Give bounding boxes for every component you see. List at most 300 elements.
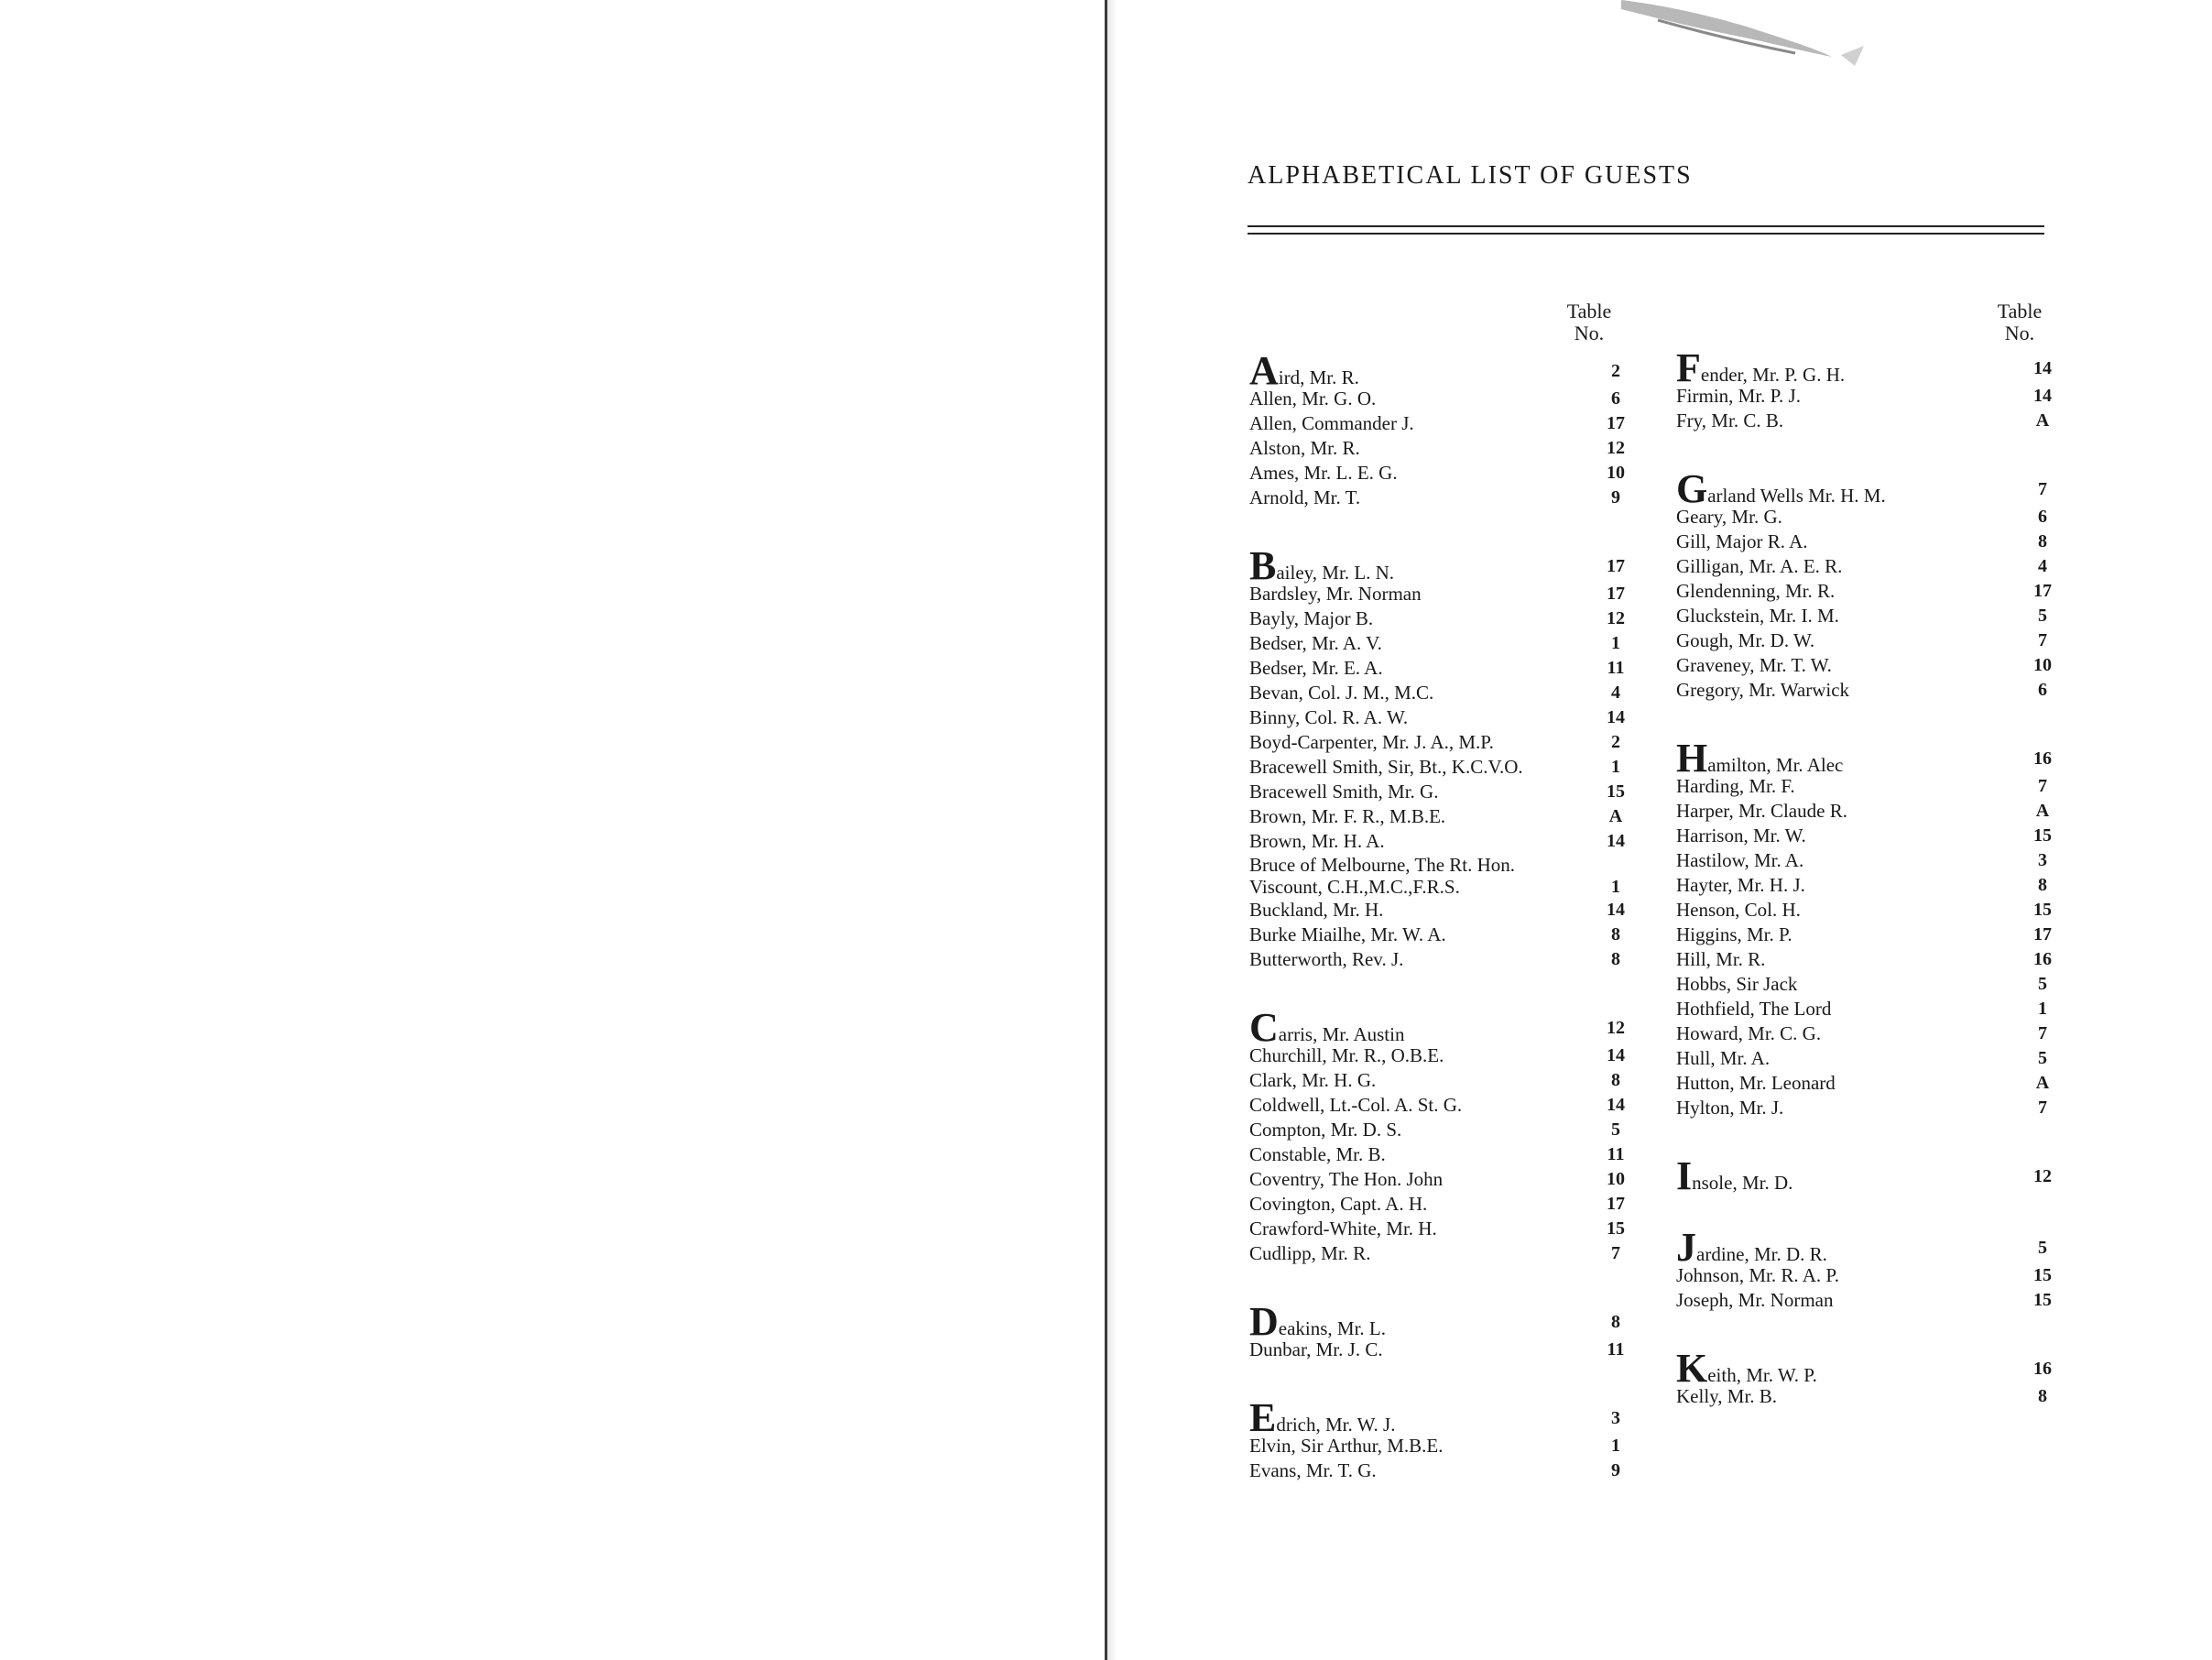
table-no-header-right: Table No.	[1997, 300, 2043, 344]
guest-name	[1249, 1167, 1443, 1192]
table-number: 17	[1607, 413, 1625, 433]
guest-name-text: Hayter, Mr. H. J.	[1676, 874, 1805, 896]
table-number: 8	[2038, 875, 2047, 895]
guest-name-text: Geary, Mr. G.	[1676, 506, 1782, 528]
guest-name-text: arris, Mr. Austin	[1278, 1023, 1405, 1045]
guest-entry	[1676, 1288, 2052, 1313]
guest-entry	[1676, 972, 2047, 997]
guest-entry	[1676, 409, 2050, 433]
table-number: 8	[2038, 1386, 2047, 1406]
table-number: 12	[1607, 608, 1625, 628]
title-rule-bottom	[1248, 233, 2044, 235]
guest-entry	[1249, 1299, 1620, 1344]
guest-name	[1249, 1043, 1444, 1068]
table-number: 16	[2033, 1359, 2052, 1379]
guest-name-text: Johnson, Mr. R. A. P.	[1676, 1264, 1839, 1286]
guest-name-text: Harding, Mr. F.	[1676, 775, 1795, 797]
guest-entry	[1249, 1434, 1620, 1458]
table-number: 17	[1607, 1194, 1625, 1214]
guest-name-text: Cudlipp, Mr. R.	[1249, 1242, 1371, 1264]
guest-name-text: ailey, Mr. L. N.	[1276, 562, 1395, 584]
guest-entry	[1249, 755, 1620, 780]
table-number: 10	[1607, 463, 1625, 483]
guest-name-text: Hylton, Mr. J.	[1676, 1097, 1784, 1119]
guest-name	[1676, 653, 1832, 678]
guest-name-text: Elvin, Sir Arthur, M.B.E.	[1249, 1435, 1444, 1457]
guest-entry	[1676, 947, 2052, 972]
guest-entry	[1676, 505, 2047, 530]
guest-name-text: Gilligan, Mr. A. E. R.	[1676, 555, 1843, 577]
guest-name	[1676, 972, 1797, 997]
table-number: 3	[2038, 850, 2047, 870]
table-number: 8	[2038, 531, 2047, 552]
guest-name-text: eakins, Mr. L.	[1278, 1317, 1387, 1339]
guest-name-text: nsole, Mr. D.	[1692, 1172, 1793, 1194]
guest-name	[1249, 1118, 1401, 1142]
guest-name	[1676, 505, 1782, 530]
guest-name-text: Hutton, Mr. Leonard	[1676, 1072, 1836, 1094]
guest-entry	[1676, 1263, 2052, 1288]
guest-name	[1249, 656, 1383, 681]
guest-entry	[1676, 848, 2047, 873]
guest-name	[1676, 923, 1792, 947]
guest-name-text: Bayly, Major B.	[1249, 607, 1374, 629]
guest-entry	[1249, 461, 1625, 486]
guest-name-text: Hill, Mr. R.	[1676, 948, 1766, 970]
guest-entry	[1676, 554, 2047, 579]
guest-entry	[1676, 1021, 2047, 1046]
guest-name-text: Bracewell Smith, Mr. G.	[1249, 781, 1439, 803]
table-number: 14	[2033, 386, 2052, 406]
table-number: A	[2035, 801, 2050, 821]
guest-name	[1676, 1046, 1770, 1071]
table-number: 17	[2033, 581, 2052, 601]
guest-name	[1676, 774, 1795, 799]
table-number: 8	[1611, 1070, 1620, 1090]
guest-name-text: Howard, Mr. C. G.	[1676, 1022, 1822, 1044]
guest-entry	[1676, 604, 2047, 628]
letter-group-a	[1249, 348, 1625, 510]
guest-name	[1249, 1192, 1427, 1217]
table-number: 12	[1607, 438, 1625, 458]
guest-entry	[1249, 780, 1625, 804]
guest-name-text: Fry, Mr. C. B.	[1676, 410, 1784, 431]
guest-name	[1249, 461, 1398, 486]
table-number: 7	[2038, 1098, 2047, 1118]
guest-name	[1249, 854, 1579, 898]
page-title: ALPHABETICAL LIST OF GUESTS	[1248, 161, 1693, 190]
guest-name	[1249, 606, 1373, 631]
guest-name	[1249, 436, 1360, 461]
table-number: 6	[1611, 388, 1620, 409]
section-initial: G	[1676, 466, 1708, 511]
guest-entry	[1676, 1071, 2050, 1096]
guest-name	[1676, 530, 1808, 554]
guest-entry	[1676, 1096, 2047, 1120]
table-number: 2	[1611, 361, 1620, 381]
table-number: 17	[2033, 924, 2052, 945]
guest-name-text: Crawford-White, Mr. H.	[1249, 1218, 1437, 1240]
table-number: 6	[2038, 507, 2047, 527]
letter-group-e	[1249, 1395, 1620, 1483]
guest-entry	[1249, 436, 1625, 461]
guest-name-text: Clark, Mr. H. G.	[1249, 1069, 1377, 1091]
table-number: 14	[2033, 358, 2052, 378]
guest-name-text: Coldwell, Lt.-Col. A. St. G.	[1249, 1094, 1463, 1116]
gutter-shadow	[1107, 0, 1117, 1660]
guest-name-text: Compton, Mr. D. S.	[1249, 1119, 1402, 1141]
guest-name-text: Gough, Mr. D. W.	[1676, 629, 1815, 651]
guest-column-left	[1249, 348, 1625, 1523]
guest-entry	[1676, 736, 2052, 781]
table-number: 7	[2038, 776, 2047, 796]
table-number: 14	[1607, 707, 1625, 727]
guest-name	[1676, 873, 1805, 898]
guest-entry	[1249, 543, 1625, 588]
guest-entry	[1676, 345, 2052, 390]
table-number: 7	[2038, 630, 2047, 650]
guest-name	[1249, 1142, 1386, 1167]
guest-entry	[1676, 997, 2047, 1021]
guest-name-text: Higgins, Mr. P.	[1676, 923, 1792, 945]
table-number: 17	[1607, 584, 1625, 604]
title-rule-top	[1248, 225, 2044, 227]
table-number: 8	[1611, 924, 1620, 945]
guest-name	[1249, 1338, 1383, 1362]
guest-entry	[1676, 384, 2052, 409]
section-initial: J	[1676, 1225, 1696, 1270]
table-number: 10	[1607, 1169, 1625, 1189]
section-initial: D	[1249, 1299, 1279, 1344]
table-number: 10	[2033, 655, 2052, 675]
guest-name-text: Burke Miailhe, Mr. W. A.	[1249, 923, 1446, 945]
table-number: 5	[2038, 1238, 2047, 1258]
guest-entry	[1249, 1093, 1625, 1118]
guest-entry	[1676, 579, 2052, 604]
guest-entry	[1676, 1225, 2047, 1270]
guest-name-text: eith, Mr. W. P.	[1707, 1364, 1817, 1386]
guest-name-text: Bedser, Mr. E. A.	[1249, 657, 1383, 679]
guest-entry	[1249, 829, 1625, 854]
guest-entry	[1249, 387, 1620, 411]
guest-entry	[1249, 486, 1620, 510]
guest-name-text: Henson, Col. H.	[1676, 899, 1801, 921]
guest-entry	[1249, 1118, 1620, 1142]
guest-name-text: Buckland, Mr. H.	[1249, 899, 1384, 921]
guest-entry	[1676, 530, 2047, 554]
guest-name-text: ird, Mr. R.	[1278, 366, 1359, 388]
table-number: 17	[1607, 556, 1625, 576]
blank-left-page	[0, 0, 1105, 1660]
guest-name-text: Hothfield, The Lord	[1676, 998, 1832, 1020]
guest-entry	[1249, 1241, 1620, 1266]
guest-name	[1676, 678, 1849, 703]
table-number: 5	[2038, 974, 2047, 994]
guest-entry	[1249, 1192, 1625, 1217]
guest-name-text: Brown, Mr. F. R., M.B.E.	[1249, 805, 1446, 827]
guest-name-text: Allen, Mr. G. O.	[1249, 388, 1377, 410]
guest-name	[1249, 1458, 1377, 1483]
guest-name-text: Hull, Mr. A.	[1676, 1047, 1771, 1069]
table-number: A	[2035, 1073, 2050, 1093]
table-number: 12	[1607, 1018, 1625, 1038]
guest-name	[1249, 1068, 1376, 1093]
table-number: 7	[2038, 1023, 2047, 1043]
guest-name-text: Allen, Commander J.	[1249, 412, 1414, 434]
section-initial: I	[1676, 1153, 1693, 1198]
guest-column-right	[1676, 345, 2052, 1449]
section-initial: A	[1249, 348, 1279, 393]
guest-name-text: Graveney, Mr. T. W.	[1676, 654, 1832, 676]
guest-entry	[1249, 656, 1625, 681]
guest-name-text: Butterworth, Rev. J.	[1249, 948, 1404, 970]
table-number: 14	[1607, 900, 1625, 920]
guest-entry	[1676, 1384, 2047, 1409]
guest-entry	[1676, 1046, 2047, 1071]
guest-name	[1249, 730, 1494, 755]
guest-entry	[1249, 1217, 1625, 1241]
guest-name-text: Brown, Mr. H. A.	[1249, 830, 1385, 852]
guest-entry	[1676, 774, 2047, 799]
guest-name-text: Gluckstein, Mr. I. M.	[1676, 605, 1839, 627]
guest-name-text: Arnold, Mr. T.	[1249, 486, 1361, 508]
guest-entry	[1249, 1005, 1625, 1050]
letter-group-g	[1676, 466, 2052, 703]
guest-name	[1676, 1096, 1783, 1120]
table-number: 16	[2033, 748, 2052, 769]
section-initial: H	[1676, 736, 1708, 781]
letter-group-f	[1676, 345, 2052, 433]
guest-name	[1676, 409, 1783, 433]
table-number: 2	[1611, 732, 1620, 752]
guest-name-text: Joseph, Mr. Norman	[1676, 1289, 1834, 1311]
section-initial: C	[1249, 1005, 1279, 1050]
guest-name	[1676, 384, 1801, 409]
guest-name	[1676, 628, 1814, 653]
guest-entry	[1249, 631, 1620, 656]
table-number: 14	[1607, 1045, 1625, 1065]
guest-name	[1676, 1384, 1777, 1409]
guest-name-text: Hastilow, Mr. A.	[1676, 849, 1804, 871]
guest-name-text: Harrison, Mr. W.	[1676, 825, 1806, 846]
guest-name-text: Bevan, Col. J. M., M.C.	[1249, 682, 1434, 704]
guest-name	[1249, 681, 1433, 705]
guest-name-text: Gregory, Mr. Warwick	[1676, 679, 1850, 701]
guest-name-text: Glendenning, Mr. R.	[1676, 580, 1836, 602]
guest-entry	[1676, 466, 2047, 511]
table-number: 5	[1611, 1119, 1620, 1140]
guest-name	[1249, 486, 1360, 510]
guest-name-text: Alston, Mr. R.	[1249, 437, 1360, 459]
guest-entry	[1249, 1458, 1620, 1483]
table-number: 5	[2038, 606, 2047, 626]
guest-name	[1676, 554, 1842, 579]
letter-group-k	[1676, 1346, 2052, 1409]
guest-name	[1249, 1217, 1437, 1241]
guest-entry	[1676, 628, 2047, 653]
guest-name	[1676, 799, 1847, 824]
guest-name	[1676, 898, 1801, 923]
guest-name	[1676, 1288, 1834, 1313]
table-number: 4	[1611, 683, 1620, 703]
table-number: 15	[1607, 781, 1625, 802]
guest-name	[1676, 579, 1835, 604]
guest-name-text: Kelly, Mr. B.	[1676, 1385, 1778, 1407]
guest-name-text: Boyd-Carpenter, Mr. J. A., M.P.	[1249, 731, 1494, 753]
guest-name-text: Bardsley, Mr. Norman	[1249, 583, 1422, 605]
guest-name-text: arland Wells Mr. H. M.	[1707, 485, 1886, 507]
guest-entry	[1249, 923, 1620, 947]
guest-name	[1249, 1093, 1462, 1118]
guest-entry	[1249, 1338, 1625, 1362]
table-number: 11	[1607, 658, 1625, 678]
guest-name	[1249, 804, 1445, 829]
table-number: 8	[1611, 949, 1620, 969]
table-number: 11	[1607, 1144, 1625, 1164]
table-number: A	[1608, 806, 1623, 826]
guest-name	[1249, 1434, 1444, 1458]
guest-name-text: Covington, Capt. A. H.	[1249, 1193, 1428, 1215]
guest-entry	[1676, 653, 2052, 678]
guest-entry	[1249, 1142, 1625, 1167]
guest-entry	[1249, 1068, 1620, 1093]
guest-name	[1249, 631, 1382, 656]
guest-entry	[1676, 799, 2050, 824]
letter-group-i	[1676, 1153, 2052, 1198]
guest-name-text: drich, Mr. W. J.	[1276, 1414, 1396, 1436]
guest-name-text: Constable, Mr. B.	[1249, 1143, 1386, 1165]
table-number: 1	[1611, 1436, 1620, 1456]
letter-group-c	[1249, 1005, 1625, 1266]
guest-name-text: Ames, Mr. L. E. G.	[1249, 462, 1398, 484]
paper-smudge-mark	[1621, 0, 1887, 73]
guest-name-text: Gill, Major R. A.	[1676, 530, 1808, 552]
guest-name	[1249, 898, 1383, 923]
letter-group-j	[1676, 1225, 2052, 1313]
guest-name	[1249, 387, 1376, 411]
guest-name	[1249, 780, 1438, 804]
table-number: A	[2035, 410, 2050, 431]
guest-name	[1249, 1241, 1370, 1266]
guest-name	[1249, 755, 1523, 780]
guest-name	[1249, 947, 1403, 972]
table-number: 1	[1611, 633, 1620, 653]
guest-entry	[1249, 947, 1620, 972]
table-number: 9	[1611, 1460, 1620, 1480]
table-number: 15	[2033, 825, 2052, 846]
guest-entry	[1249, 348, 1620, 393]
table-number: 15	[2033, 1265, 2052, 1285]
guest-entry	[1676, 1153, 2052, 1198]
letter-group-h	[1676, 736, 2052, 1120]
table-number: 8	[1611, 1312, 1620, 1332]
guest-entry	[1676, 923, 2052, 947]
guest-name-text: Bruce of Melbourne, The Rt. Hon. Viscount, C.H.,M.C.,F.R.S.	[1249, 854, 1516, 898]
section-initial: F	[1676, 345, 1701, 390]
table-number: 15	[2033, 1290, 2052, 1310]
guest-entry	[1676, 824, 2052, 848]
table-number: 11	[1607, 1339, 1625, 1360]
table-number: 4	[2038, 556, 2047, 576]
guest-name-text: Firmin, Mr. P. J.	[1676, 385, 1801, 407]
guest-name-text: Dunbar, Mr. J. C.	[1249, 1338, 1383, 1360]
guest-name	[1676, 1153, 1793, 1198]
guest-name-text: ender, Mr. P. G. H.	[1700, 364, 1846, 386]
guest-name-text: Hobbs, Sir Jack	[1676, 973, 1798, 995]
guest-entry	[1249, 730, 1620, 755]
table-number: 1	[2038, 999, 2047, 1019]
guest-name	[1676, 1071, 1836, 1096]
guest-name	[1676, 997, 1831, 1021]
table-number: 7	[2038, 479, 2047, 499]
table-number: 15	[2033, 900, 2052, 920]
guest-entry	[1249, 606, 1625, 631]
letter-group-d	[1249, 1299, 1625, 1362]
table-number: 15	[1607, 1218, 1625, 1239]
table-number: 5	[2038, 1048, 2047, 1068]
table-number: 7	[1611, 1243, 1620, 1263]
guest-entry	[1676, 1346, 2052, 1391]
table-number: 9	[1611, 487, 1620, 508]
table-number: 16	[2033, 949, 2052, 969]
table-number: 1	[1611, 757, 1620, 777]
guest-name-text: ardine, Mr. D. R.	[1696, 1243, 1827, 1265]
guest-name-text: amilton, Mr. Alec	[1707, 754, 1844, 776]
guest-entry	[1249, 804, 1623, 829]
table-number: 6	[2038, 680, 2047, 700]
guest-name	[1676, 604, 1839, 628]
guest-name-text: Bedser, Mr. A. V.	[1249, 632, 1382, 654]
guest-entry	[1249, 898, 1625, 923]
letter-group-b	[1249, 543, 1625, 972]
table-number: 1	[1611, 877, 1620, 897]
guest-name	[1249, 829, 1385, 854]
guest-entry	[1249, 1395, 1620, 1440]
guest-entry	[1249, 681, 1620, 705]
section-initial: E	[1249, 1395, 1277, 1440]
guest-name-text: Bracewell Smith, Sir, Bt., K.C.V.O.	[1249, 756, 1523, 778]
guest-name	[1676, 848, 1803, 873]
table-number: 12	[2033, 1166, 2052, 1186]
table-number: 14	[1607, 1095, 1625, 1115]
table-number: 3	[1611, 1408, 1620, 1428]
table-number: 14	[1607, 831, 1625, 851]
guest-name	[1676, 1021, 1821, 1046]
table-no-header-left: Table No.	[1566, 300, 1612, 344]
guest-name	[1249, 582, 1422, 606]
guest-entry	[1676, 678, 2047, 703]
guest-entry	[1249, 1167, 1625, 1192]
guest-entry	[1249, 1043, 1625, 1068]
guest-name-text: Churchill, Mr. R., O.B.E.	[1249, 1044, 1444, 1066]
guest-name	[1249, 705, 1408, 730]
section-initial: K	[1676, 1346, 1708, 1391]
guest-entry	[1676, 898, 2052, 923]
guest-entry	[1249, 582, 1625, 606]
section-initial: B	[1249, 543, 1277, 588]
guest-entry	[1249, 705, 1625, 730]
guest-name-text: Evans, Mr. T. G.	[1249, 1459, 1377, 1481]
guest-name-text: Binny, Col. R. A. W.	[1249, 706, 1409, 728]
guest-name	[1676, 947, 1765, 972]
guest-entry	[1249, 854, 1620, 898]
guest-name-text: Harper, Mr. Claude R.	[1676, 800, 1847, 822]
guest-entry	[1249, 411, 1625, 436]
guest-name	[1676, 1263, 1839, 1288]
guest-name-text: Coventry, The Hon. John	[1249, 1168, 1444, 1190]
guest-entry	[1676, 873, 2047, 898]
guest-name	[1249, 411, 1414, 436]
